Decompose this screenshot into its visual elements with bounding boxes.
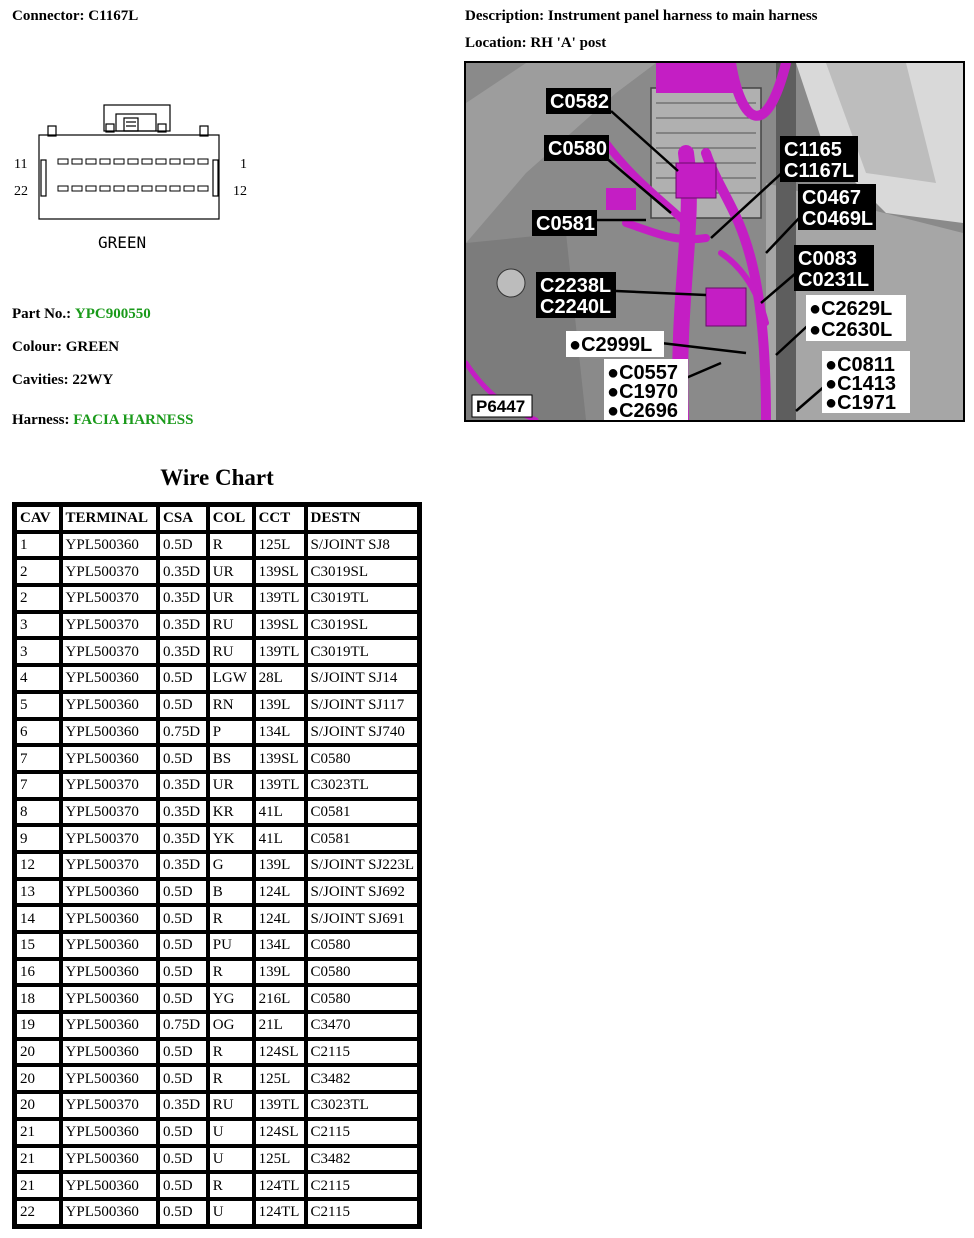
colour-value: GREEN [65, 339, 120, 355]
callout-c0557: ●C0557 [607, 362, 679, 384]
cell-csa: 0.35D [159, 773, 207, 798]
cell-col: LGW [209, 666, 253, 691]
table-row [16, 1200, 418, 1225]
header-csa: CSA [159, 506, 207, 531]
cell-destn: C2115 [307, 1200, 419, 1225]
cell-csa: 0.5D [159, 666, 207, 691]
photo-ref: P6447 [476, 397, 526, 416]
cell-terminal: YPL500360 [62, 1120, 158, 1145]
cavities-value: 22WY [72, 372, 114, 388]
cell-terminal: YPL500370 [62, 826, 158, 851]
cell-terminal: YPL500360 [62, 693, 158, 718]
cell-destn: C2115 [307, 1040, 419, 1065]
cell-csa: 0.5D [159, 1173, 207, 1198]
cell-destn: C3019TL [307, 586, 419, 611]
cell-cav: 21 [16, 1120, 60, 1145]
header-terminal: TERMINAL [62, 506, 158, 531]
cell-terminal: YPL500360 [62, 1066, 158, 1091]
table-row [16, 1147, 418, 1172]
cell-terminal: YPL500360 [62, 933, 158, 958]
table-row [16, 720, 418, 745]
pin-cavity [198, 186, 208, 191]
table-row [16, 1066, 418, 1091]
cell-destn: C3023TL [307, 1093, 419, 1118]
table-row [16, 746, 418, 771]
cell-cav: 7 [16, 773, 60, 798]
cell-col: PU [209, 933, 253, 958]
cell-cct: 139TL [255, 773, 305, 798]
pin-cavity [128, 159, 138, 164]
cell-terminal: YPL500360 [62, 1200, 158, 1225]
cell-destn: S/JOINT SJ117 [307, 693, 419, 718]
cell-col: RU [209, 1093, 253, 1118]
cell-col: R [209, 533, 253, 558]
pin-label-1: 1 [240, 157, 247, 172]
table-row [16, 960, 418, 985]
cell-terminal: YPL500360 [62, 906, 158, 931]
cell-csa: 0.5D [159, 533, 207, 558]
callout-c2629l: ●C2629L [809, 298, 893, 320]
header-destn: DESTN [307, 506, 419, 531]
cell-cav: 7 [16, 746, 60, 771]
cell-csa: 0.35D [159, 613, 207, 638]
callout-c1970: ●C1970 [607, 381, 679, 403]
header-col: COL [209, 506, 253, 531]
cell-csa: 0.5D [159, 693, 207, 718]
cell-cct: 139TL [255, 639, 305, 664]
cell-destn: S/JOINT SJ8 [307, 533, 419, 558]
cell-cav: 13 [16, 880, 60, 905]
part-number-link[interactable]: YPC900550 [74, 306, 151, 322]
cell-destn: C3019SL [307, 613, 419, 638]
cell-col: BS [209, 746, 253, 771]
cell-terminal: YPL500370 [62, 613, 158, 638]
pin-cavity [114, 159, 124, 164]
cell-col: R [209, 1173, 253, 1198]
cell-csa: 0.35D [159, 800, 207, 825]
cell-col: R [209, 906, 253, 931]
cell-destn: C0580 [307, 986, 419, 1011]
cell-cav: 15 [16, 933, 60, 958]
callout-c1167l: C1167L [784, 160, 855, 182]
cell-col: RN [209, 693, 253, 718]
pin-cavity [100, 186, 110, 191]
cell-col: R [209, 1066, 253, 1091]
table-row [16, 666, 418, 691]
table-row [16, 906, 418, 931]
cell-cav: 20 [16, 1093, 60, 1118]
cell-terminal: YPL500360 [62, 1040, 158, 1065]
cell-col: UR [209, 586, 253, 611]
pin-cavity [72, 159, 82, 164]
table-row [16, 826, 418, 851]
callout-c1971: ●C1971 [825, 392, 897, 414]
connector-face-diagram [8, 98, 258, 260]
cell-terminal: YPL500370 [62, 800, 158, 825]
cell-col: R [209, 1040, 253, 1065]
table-row [16, 559, 418, 584]
harness-link[interactable]: FACIA HARNESS [73, 412, 194, 428]
cell-csa: 0.5D [159, 1120, 207, 1145]
connector-colour-text: GREEN [98, 233, 147, 252]
cell-cct: 125L [255, 533, 305, 558]
cell-col: U [209, 1120, 253, 1145]
pin-cavity [156, 186, 166, 191]
cell-col: RU [209, 613, 253, 638]
cell-cct: 139L [255, 693, 305, 718]
cell-cav: 2 [16, 586, 60, 611]
cell-cav: 19 [16, 1013, 60, 1038]
cell-destn: S/JOINT SJ692 [307, 880, 419, 905]
pin-cavity [142, 186, 152, 191]
cell-cct: 41L [255, 826, 305, 851]
cell-cct: 139SL [255, 559, 305, 584]
connector-label: Connector: C1167L [12, 8, 139, 24]
cell-destn: S/JOINT SJ223L [307, 853, 419, 878]
callout-c1413: ●C1413 [825, 373, 897, 395]
cell-cct: 124SL [255, 1120, 305, 1145]
cell-destn: S/JOINT SJ14 [307, 666, 419, 691]
cell-cav: 12 [16, 853, 60, 878]
cell-csa: 0.5D [159, 746, 207, 771]
cell-destn: C0580 [307, 746, 419, 771]
cell-destn: C0580 [307, 960, 419, 985]
cell-cct: 125L [255, 1066, 305, 1091]
cell-col: UR [209, 559, 253, 584]
pin-cavity [142, 159, 152, 164]
callout-c0467: C0467 [802, 187, 861, 209]
cell-col: OG [209, 1013, 253, 1038]
cell-cct: 139SL [255, 613, 305, 638]
callout-c0083: C0083 [798, 248, 857, 270]
cell-destn: C2115 [307, 1120, 419, 1145]
cell-terminal: YPL500370 [62, 1093, 158, 1118]
cell-terminal: YPL500360 [62, 533, 158, 558]
cell-terminal: YPL500360 [62, 1013, 158, 1038]
cell-cct: 139L [255, 960, 305, 985]
cell-destn: C0581 [307, 826, 419, 851]
pin-cavity [86, 159, 96, 164]
cell-csa: 0.5D [159, 1040, 207, 1065]
cell-cav: 3 [16, 613, 60, 638]
cell-csa: 0.35D [159, 586, 207, 611]
table-row [16, 613, 418, 638]
cell-csa: 0.35D [159, 826, 207, 851]
cell-terminal: YPL500370 [62, 586, 158, 611]
colour-row: Colour: GREEN [12, 339, 120, 355]
cell-cav: 14 [16, 906, 60, 931]
table-row [16, 1173, 418, 1198]
table-row [16, 1013, 418, 1038]
pin-cavity [58, 186, 68, 191]
cell-terminal: YPL500360 [62, 880, 158, 905]
cell-cav: 20 [16, 1040, 60, 1065]
table-row [16, 1120, 418, 1145]
cell-terminal: YPL500370 [62, 773, 158, 798]
cell-csa: 0.5D [159, 880, 207, 905]
cell-col: YG [209, 986, 253, 1011]
cell-col: P [209, 720, 253, 745]
cell-terminal: YPL500360 [62, 1147, 158, 1172]
cell-csa: 0.75D [159, 1013, 207, 1038]
cell-cct: 125L [255, 1147, 305, 1172]
callout-c2238l: C2238L [540, 275, 612, 297]
cell-col: B [209, 880, 253, 905]
cell-col: UR [209, 773, 253, 798]
cell-cav: 22 [16, 1200, 60, 1225]
table-row [16, 693, 418, 718]
cell-cct: 124SL [255, 1040, 305, 1065]
cell-terminal: YPL500360 [62, 1173, 158, 1198]
cell-cav: 5 [16, 693, 60, 718]
table-row [16, 800, 418, 825]
cell-terminal: YPL500360 [62, 666, 158, 691]
cell-cav: 3 [16, 639, 60, 664]
cell-destn: C3482 [307, 1066, 419, 1091]
cell-csa: 0.5D [159, 1066, 207, 1091]
pin-cavity [86, 186, 96, 191]
callout-c2240l: C2240L [540, 296, 612, 318]
pin-cavity [100, 159, 110, 164]
pin-label-11: 11 [14, 157, 28, 172]
header-cav: CAV [16, 506, 60, 531]
cell-csa: 0.35D [159, 1093, 207, 1118]
callout-c0581: C0581 [536, 213, 595, 235]
pin-cavity [184, 186, 194, 191]
cell-cav: 21 [16, 1173, 60, 1198]
callout-c0811: ●C0811 [825, 354, 895, 376]
table-row [16, 880, 418, 905]
cell-cav: 8 [16, 800, 60, 825]
connector-id: C1167L [88, 8, 139, 24]
cell-destn: C3023TL [307, 773, 419, 798]
cell-cav: 6 [16, 720, 60, 745]
header-cct: CCT [255, 506, 305, 531]
cell-cct: 124L [255, 906, 305, 931]
cell-cct: 28L [255, 666, 305, 691]
location-label: Location: RH 'A' post [465, 35, 607, 51]
cell-col: YK [209, 826, 253, 851]
table-row [16, 639, 418, 664]
cell-destn: C3019TL [307, 639, 419, 664]
table-row [16, 853, 418, 878]
cell-cav: 9 [16, 826, 60, 851]
location-value: RH 'A' post [530, 35, 607, 51]
cell-cav: 21 [16, 1147, 60, 1172]
pin-cavity [58, 159, 68, 164]
pin-label-12: 12 [233, 184, 247, 199]
pin-cavity [72, 186, 82, 191]
table-row [16, 1093, 418, 1118]
cell-terminal: YPL500370 [62, 639, 158, 664]
table-row [16, 933, 418, 958]
callout-c2630l: ●C2630L [809, 319, 893, 341]
cell-cct: 139L [255, 853, 305, 878]
description-label: Description: Instrument panel harness to main harness [465, 8, 818, 24]
cell-cct: 124TL [255, 1200, 305, 1225]
pin-cavity [170, 159, 180, 164]
callout-c0469l: C0469L [802, 208, 874, 230]
cell-cav: 18 [16, 986, 60, 1011]
pin-cavity [198, 159, 208, 164]
cell-col: R [209, 960, 253, 985]
cell-destn: C2115 [307, 1173, 419, 1198]
cell-col: U [209, 1147, 253, 1172]
cell-cav: 1 [16, 533, 60, 558]
pin-cavity [170, 186, 180, 191]
callout-c2999l: ●C2999L [569, 334, 653, 356]
table-row [16, 773, 418, 798]
cell-destn: C3470 [307, 1013, 419, 1038]
cell-terminal: YPL500370 [62, 559, 158, 584]
cell-cct: 139TL [255, 1093, 305, 1118]
cell-destn: S/JOINT SJ691 [307, 906, 419, 931]
cell-csa: 0.75D [159, 720, 207, 745]
cell-csa: 0.5D [159, 986, 207, 1011]
harness-row: Harness: FACIA HARNESS [12, 412, 194, 428]
callout-c0582: C0582 [550, 91, 609, 113]
cell-terminal: YPL500370 [62, 853, 158, 878]
cell-csa: 0.5D [159, 906, 207, 931]
cell-cav: 4 [16, 666, 60, 691]
table-row [16, 986, 418, 1011]
part-number-row: Part No.: YPC900550 [12, 306, 151, 322]
table-header-row [16, 506, 418, 531]
cell-cct: 124TL [255, 1173, 305, 1198]
location-photo [464, 61, 965, 422]
cell-cav: 16 [16, 960, 60, 985]
cell-cct: 124L [255, 880, 305, 905]
wire-chart-table [12, 502, 422, 1229]
pin-label-22: 22 [14, 184, 28, 199]
cell-destn: C0581 [307, 800, 419, 825]
cell-csa: 0.5D [159, 1147, 207, 1172]
wire-chart-title: Wire Chart [160, 465, 274, 490]
cell-csa: 0.35D [159, 639, 207, 664]
cell-col: G [209, 853, 253, 878]
table-row [16, 533, 418, 558]
callout-c1165: C1165 [784, 139, 842, 161]
cell-destn: C0580 [307, 933, 419, 958]
table-row [16, 1040, 418, 1065]
callout-c0231l: C0231L [798, 269, 870, 291]
pin-cavity [156, 159, 166, 164]
cell-col: RU [209, 639, 253, 664]
cell-terminal: YPL500360 [62, 720, 158, 745]
cell-cav: 2 [16, 559, 60, 584]
cell-csa: 0.5D [159, 1200, 207, 1225]
cell-csa: 0.35D [159, 559, 207, 584]
cell-cct: 216L [255, 986, 305, 1011]
cell-csa: 0.5D [159, 933, 207, 958]
cell-cct: 41L [255, 800, 305, 825]
cell-cav: 20 [16, 1066, 60, 1091]
cell-csa: 0.35D [159, 853, 207, 878]
cell-cct: 134L [255, 933, 305, 958]
cell-destn: C3482 [307, 1147, 419, 1172]
pin-cavity [114, 186, 124, 191]
cell-terminal: YPL500360 [62, 960, 158, 985]
cell-col: KR [209, 800, 253, 825]
cell-cct: 134L [255, 720, 305, 745]
callout-c2696: ●C2696 [607, 400, 679, 420]
table-row [16, 586, 418, 611]
callout-c0580: C0580 [548, 138, 607, 160]
cell-terminal: YPL500360 [62, 746, 158, 771]
cavities-row: Cavities: 22WY [12, 372, 114, 388]
cell-cct: 139TL [255, 586, 305, 611]
cell-cct: 139SL [255, 746, 305, 771]
description-value: Instrument panel harness to main harness [547, 8, 818, 24]
cell-col: U [209, 1200, 253, 1225]
pin-cavity [184, 159, 194, 164]
cell-csa: 0.5D [159, 960, 207, 985]
pin-cavity [128, 186, 138, 191]
cell-destn: S/JOINT SJ740 [307, 720, 419, 745]
cell-cct: 21L [255, 1013, 305, 1038]
cell-destn: C3019SL [307, 559, 419, 584]
cell-terminal: YPL500360 [62, 986, 158, 1011]
